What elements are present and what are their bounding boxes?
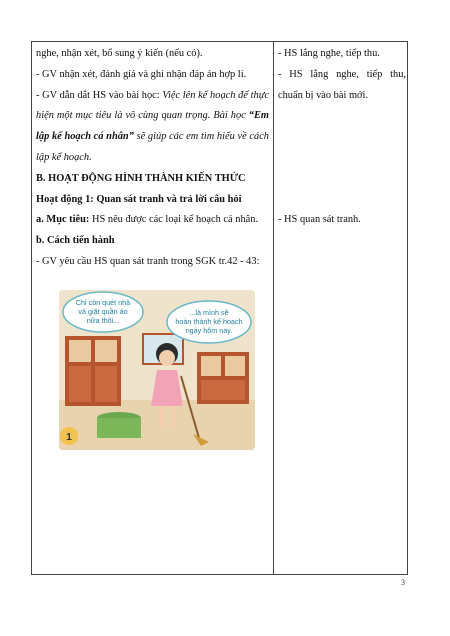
lesson-table <box>31 41 408 575</box>
text-line: nghe, nhận xét, bổ sung ý kiến (nếu có). <box>36 48 203 59</box>
intro-italic-end: sẽ giúp các em tìm hiểu về cách lập kế hoạch. <box>36 131 270 163</box>
method-heading: b. Cách tiến hành <box>36 235 115 247</box>
goal-label: a. Mục tiêu: <box>36 214 90 226</box>
bubble-left-line: và giặt quần áo <box>78 307 128 316</box>
textbook-illustration <box>59 290 255 450</box>
bubble-right-line: ngày hôm nay. <box>185 326 233 335</box>
teacher-activities-column <box>36 44 269 273</box>
picture-number-badge: 1 <box>66 432 72 443</box>
text-line: - HS quan sát tranh. <box>278 214 361 226</box>
column-divider <box>273 42 274 574</box>
student-activities-column <box>278 44 406 231</box>
goal-text: HS nêu được các loại kế hoạch cá nhân. <box>89 214 259 226</box>
lesson-intro-paragraph <box>36 86 269 169</box>
illustration-drawing <box>59 290 255 450</box>
instruction-line: - GV yêu cầu HS quan sát tranh trong SGK tr.42 - 43: <box>36 255 260 267</box>
activity-heading: Hoạt động 1: Quan sát tranh và trả lời câu hỏi <box>36 193 242 205</box>
bubble-left-line: Chỉ còn quét nhà <box>75 298 131 307</box>
bubble-left-line: nữa thôi... <box>86 316 120 325</box>
bubble-right-line: hoàn thành kế hoạch <box>175 317 243 326</box>
text-paragraph: - HS lắng nghe, tiếp thu, chuẩn bị vào bài mới. <box>278 68 406 101</box>
bubble-right-line: ...là mình sẽ <box>189 308 229 317</box>
goal-line <box>36 210 269 231</box>
text-line: - HS lắng nghe, tiếp thu. <box>278 48 380 59</box>
section-heading: B. HOẠT ĐỘNG HÌNH THÀNH KIẾN THỨC <box>36 172 246 184</box>
intro-italic: Việc lên kế hoạch để thực hiện một mục tiêu là vô cùng quan trọng. Bài học <box>36 89 269 122</box>
text-line: - GV nhận xét, đánh giá và ghi nhận đáp án hợp lí. <box>36 68 247 80</box>
lesson-title: “Em lập kế hoạch cá nhân” <box>36 110 269 143</box>
intro-prefix: - GV dẫn dắt HS vào bài học: <box>36 89 163 101</box>
page-number: 3 <box>401 578 405 587</box>
